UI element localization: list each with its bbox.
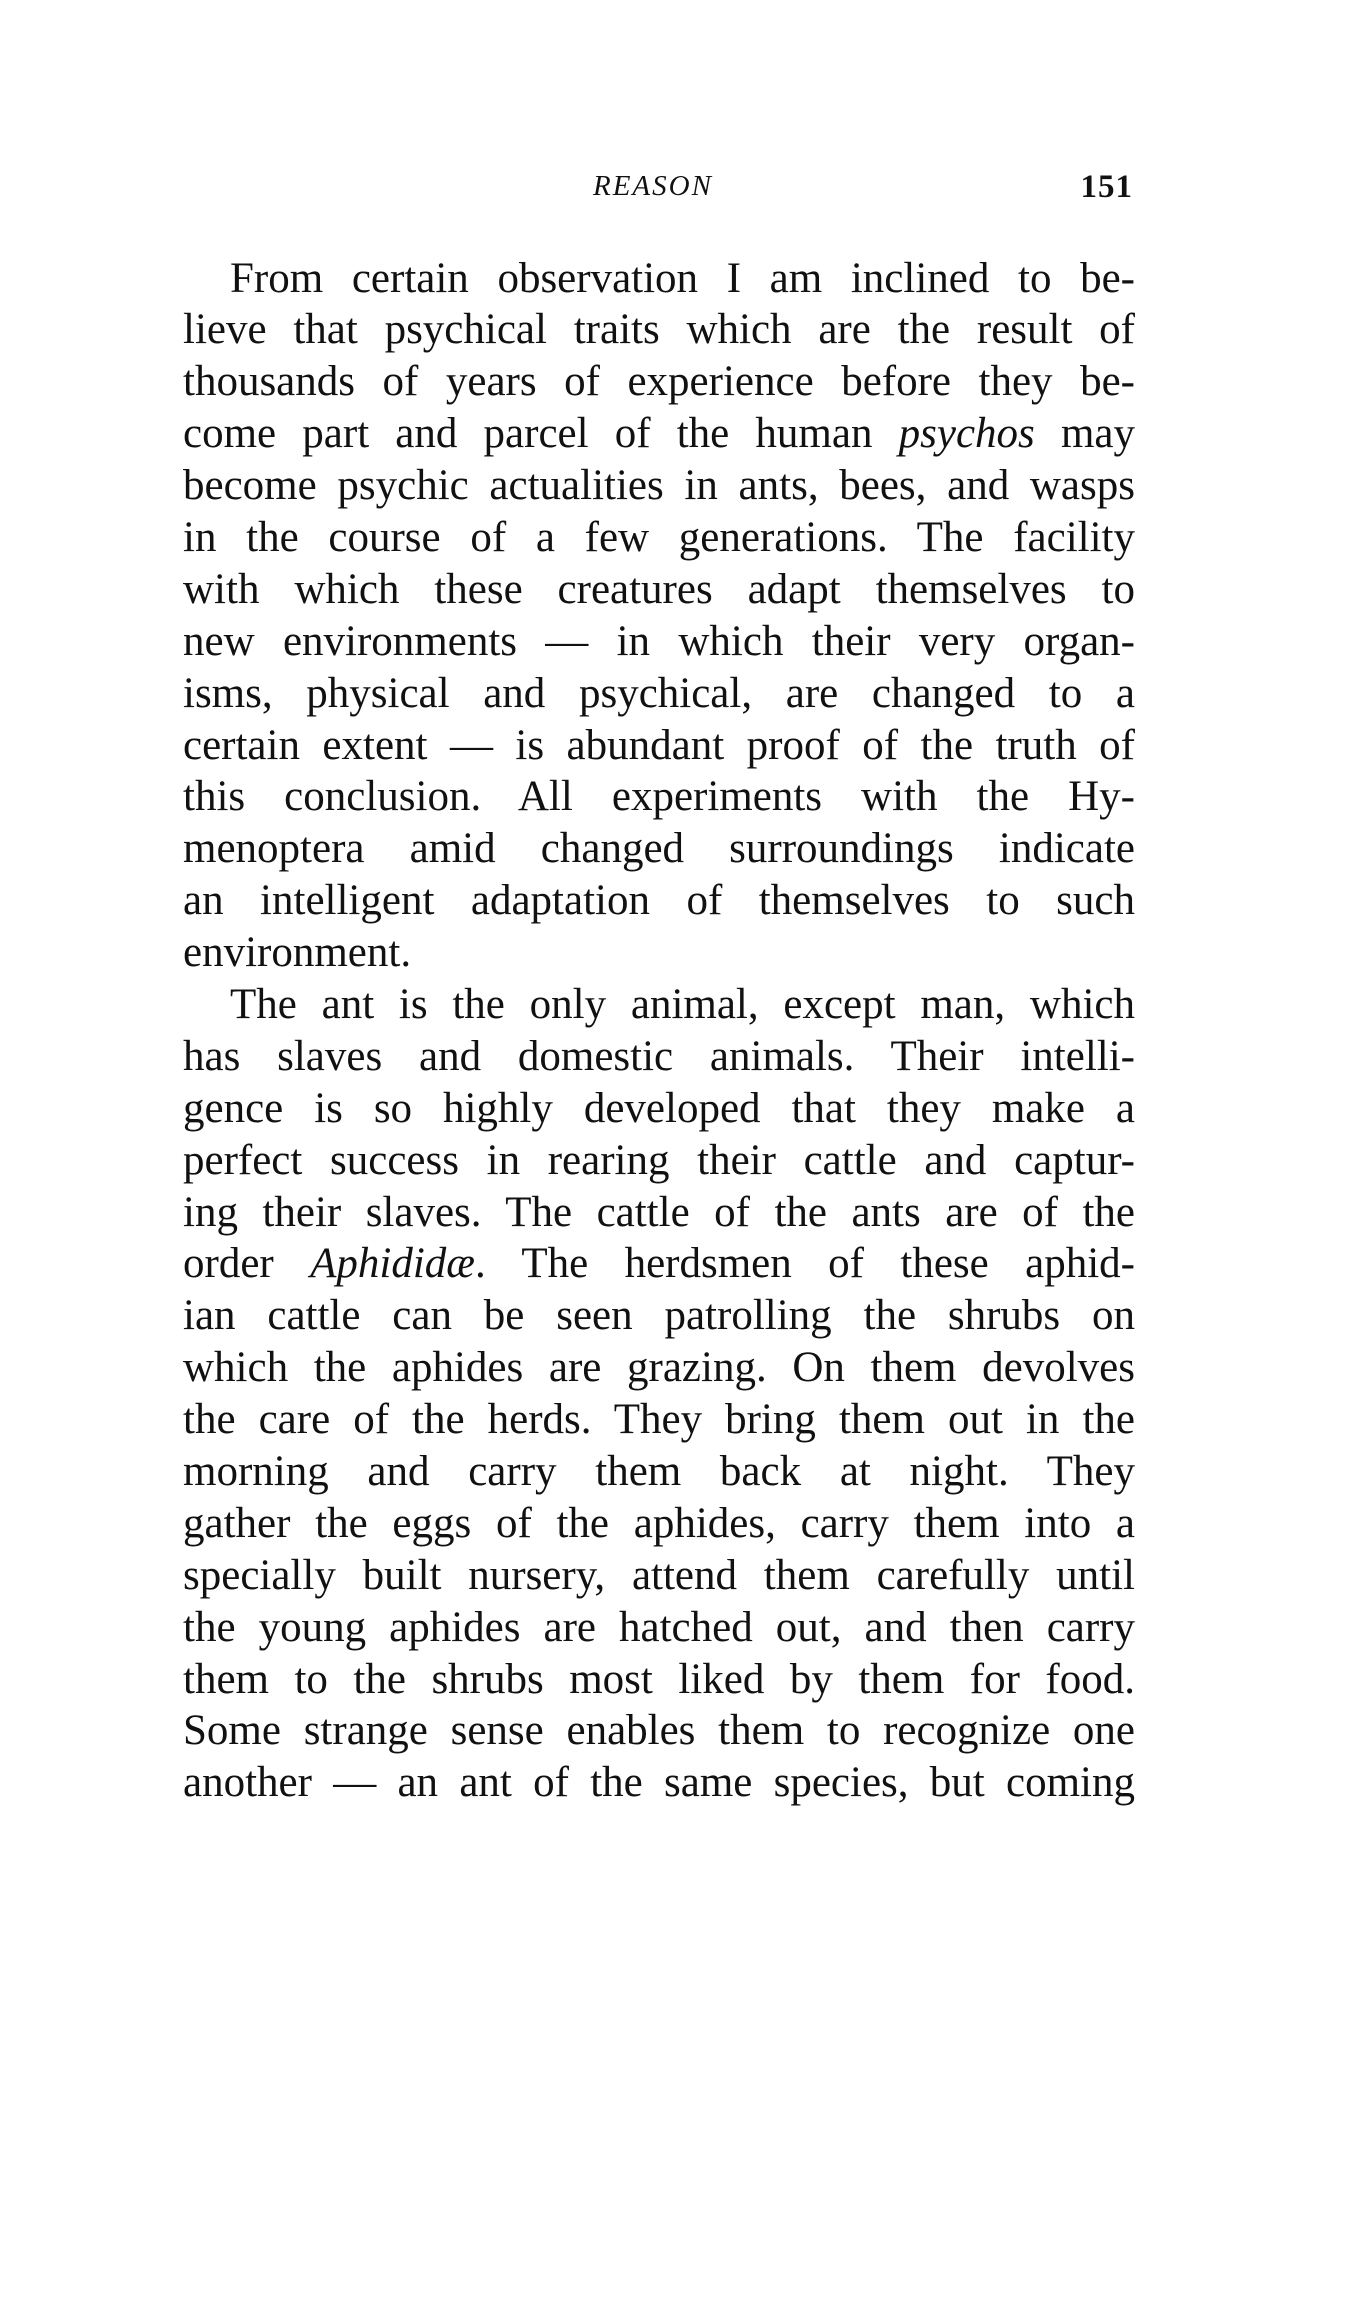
text-line: The ant is the only animal, except man, which [230, 980, 1135, 1028]
text-line: this conclusion. All experiments with the Hy- [183, 773, 1135, 821]
paragraph-1 [183, 253, 1135, 979]
text-line: has slaves and domestic animals. Their intelli- [183, 1032, 1135, 1080]
text-line: environment. [183, 929, 412, 977]
text-line: From certain observation I am inclined to be- [230, 254, 1135, 302]
page-number: 151 [1080, 169, 1133, 205]
text-run: . The herdsmen of these aphid- [474, 1240, 1135, 1288]
text-line: menoptera amid changed surroundings indicate [183, 825, 1135, 873]
body-text [183, 253, 1135, 1810]
text-line: in the course of a few generations. The facility [183, 513, 1135, 561]
text-line [183, 408, 1135, 460]
text-line: gence is so highly developed that they make a [183, 1084, 1135, 1132]
text-line: perfect success in rearing their cattle and captur- [183, 1136, 1135, 1184]
paragraph-2 [183, 979, 1135, 1809]
text-line: an intelligent adaptation of themselves to such [183, 877, 1135, 925]
text-line: specially built nursery, attend them carefully until [183, 1551, 1135, 1599]
text-run: may [1034, 410, 1135, 458]
text-line: become psychic actualities in ants, bees, and wasps [183, 462, 1135, 510]
text-line: certain extent — is abundant proof of the truth of [183, 721, 1135, 769]
text-line: Some strange sense enables them to recognize one [183, 1707, 1135, 1755]
text-line: thousands of years of experience before they be- [183, 358, 1135, 406]
italic-term: psychos [898, 410, 1035, 458]
text-run: order [183, 1240, 311, 1288]
running-title: REASON [593, 170, 713, 202]
text-line: gather the eggs of the aphides, carry them into a [183, 1499, 1135, 1547]
text-line: the care of the herds. They bring them out in the [183, 1396, 1135, 1444]
text-line: another — an ant of the same species, but coming [183, 1759, 1135, 1807]
text-line: new environments — in which their very organ- [183, 617, 1135, 665]
text-line: ing their slaves. The cattle of the ants are of the [183, 1188, 1135, 1236]
running-head [183, 168, 1135, 208]
text-line: isms, physical and psychical, are changed to a [183, 669, 1135, 717]
text-run: come part and parcel of the human [183, 410, 899, 458]
text-line [183, 1238, 1135, 1290]
text-line: which the aphides are grazing. On them devolves [183, 1344, 1135, 1392]
italic-term: Aphididæ [310, 1240, 475, 1288]
text-line: with which these creatures adapt themselves to [183, 565, 1135, 613]
text-line: them to the shrubs most liked by them for food. [183, 1655, 1135, 1703]
text-line: ian cattle can be seen patrolling the shrubs on [183, 1292, 1135, 1340]
text-line: morning and carry them back at night. They [183, 1447, 1135, 1495]
text-line: lieve that psychical traits which are the result of [183, 306, 1135, 354]
text-line: the young aphides are hatched out, and then carry [183, 1603, 1135, 1651]
